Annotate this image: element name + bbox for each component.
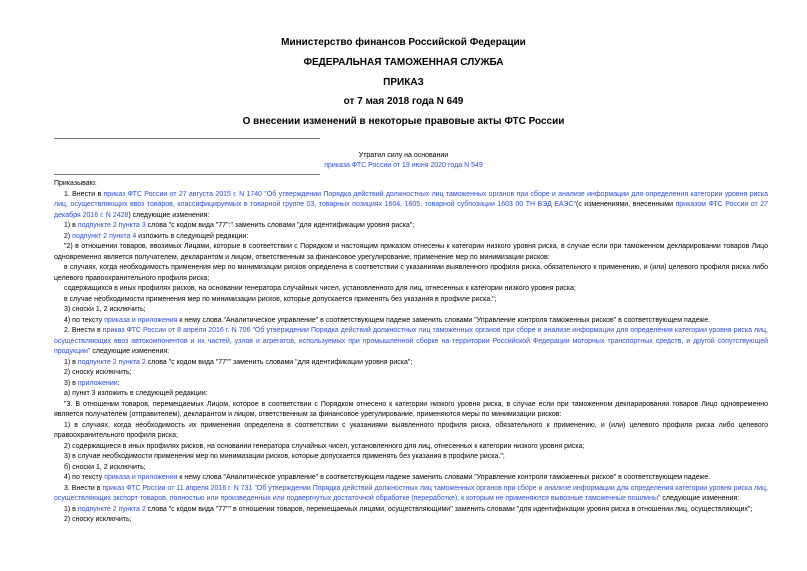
paragraph-text: 2) сноску исключить; — [64, 516, 132, 523]
paragraph-text: "3. В отношении товаров, перемещаемых Лицом, которое в соответствии с Порядком отнесено к категории низкого уровня риска, в случае если при таможенном декларировании товаров Лицо одновременно является получателем (отправителем), декларантом и лицом, ответственным за финансовое урегулирование, применяются меры по минимизации рисков: — [54, 400, 768, 418]
divider-bottom — [54, 174, 320, 175]
paragraph-text: в случаях, когда необходимость применения мер по минимизации рисков определена в соответствии с указаниями выявленного профиля риска, обязательного к применению, и (или) целевого профиля риска либо целевого правоохранительного профиля риска; — [54, 264, 768, 282]
link-subparagraph[interactable]: подпункте 2 пункта 2 — [77, 358, 146, 366]
link-subparagraph[interactable]: подпункт 2 пункта 4 — [72, 232, 137, 240]
paragraph-3: 3. Внести в приказ ФТС России от 11 апреля 2016 г. N 731 "Об утверждении Порядка действий должностных лиц таможенных органов при сборе и анализе информации для определения категории уровня риска лиц, осуществляющих экспорт товаров, полностью или произведенных или подвергнутых достаточной обработке (переработке), к которым не применяются вывозные таможенные пошлины" следующие изменения: — [54, 484, 768, 502]
paragraph-2-4: 4) по тексту приказа и приложения к нему слова "Аналитическое управление" в соответствующем падеже заменить словами "Управление контроля таможенных рисков" в соответствующем падеже. — [64, 474, 711, 481]
paragraph-text: в случае необходимости применения мер по минимизации рисков, которые допускается применять без указания в профиле риска."; — [64, 295, 497, 303]
link-order-and-annex[interactable]: приказа и приложения — [104, 316, 178, 324]
expiry-note — [300, 151, 507, 171]
paragraph-text: 3) в случае необходимости применения мер по минимизации рисков, которые допускается применять без указания в профиле риска."; — [64, 453, 505, 460]
paragraph-2: 2. Внести в приказ ФТС России от 8 апреля 2016 г. N 706 "Об утверждении Порядка действий должностных лиц таможенных органов при сборе и анализе информации для определения категории уровня риска лиц, осуществляющих ввоз автокомпонентов и их частей, узлов и агрегатов, используемых при промышленной сборке на территории Российской Федерации моторных транспортных средств, и другой сопутствующей продукции" следующие изменения: — [54, 327, 768, 355]
paragraph-text: "2) в отношении товаров, ввозимых Лицами, которые в соответствии с Порядком и настоящим приказом отнесены к категории низкого уровня риска, в случае если при таможенном декларировании товаров Лицо одновременно является получателем, декларантом и лицом, ответственным за финансовое урегулирование, применение мер по минимизации рисков: — [54, 243, 768, 261]
paragraph-text: 1) в случаях, когда необходимость их применения определена в соответствии с указаниями выявленного профиля риска, обязательного к применению, и (или) целевого профиля риска либо целевого правоохранительного профиля риска; — [54, 421, 768, 439]
paragraph-2-1: 1) в подпункте 2 пункта 2 слова "с кодом вида "77"" заменить словами "для идентификации уровня риска"; — [64, 358, 413, 366]
date-number-heading: от 7 мая 2018 года N 649 — [343, 96, 464, 107]
ministry-heading: Министерство финансов Российской Федерации — [281, 37, 526, 48]
paragraph-text: 3) сноски 1, 2 исключить; — [64, 306, 146, 313]
paragraph-text: а) пункт 3 изложить в следующей редакции: — [64, 390, 208, 397]
service-heading: ФЕДЕРАЛЬНАЯ ТАМОЖЕННАЯ СЛУЖБА — [303, 57, 504, 68]
paragraph-1: 1. Внести в приказ ФТС России от 27 августа 2015 г. N 1740 "Об утверждении Порядка действий должностных лиц таможенных органов при сборе и анализе информации для определения категории уровня риска лиц, осуществляющих ввоз товаров, классифицируемых в товарной группе 03, товарных позициях 1604, 1605, товарной субпозиции 1603 00 ТН ВЭД ЕАЭС"(с изменениями, внесенными приказом ФТС России от 27 декабря 2016 г. N 2428) следующие изменения: — [54, 190, 768, 219]
link-order-2428[interactable]: приказом ФТС России от 27 декабря 2016 г. N 2428 — [54, 201, 768, 219]
order-intro: Приказываю: — [54, 180, 97, 187]
expiry-note-link[interactable]: приказа ФТС России от 19 июня 2020 года N 549 — [324, 162, 483, 169]
paragraph-1-4: 4) по тексту приказа и приложения к нему слова "Аналитическое управление" в соответствующем падеже заменить словами "Управление контроля таможенных рисков" в соответствующем падеже. — [64, 316, 711, 324]
paragraph-1-2: 2) подпункт 2 пункта 4 изложить в следующей редакции: — [64, 232, 249, 240]
link-order-1740[interactable]: приказ ФТС России от 27 августа 2015 г. N 1740 "Об утверждении Порядка действий должностных лиц таможенных органов при сборе и анализе информации для определения категории уровня риска лиц, осуществляющих ввоз товаров, классифицируемых в товарной группе 03, товарных позициях 1604, 1605, товарной субпозиции 1603 00 ТН ВЭД ЕАЭС" — [54, 190, 768, 208]
paragraph-3-1: 1) в подпункте 2 пункта 2 слова "с кодом вида "77"" в отношении товаров, перемещаемых лицами, осуществляющими" заменить словами "для идентификации уровня риска в отношении лиц, осуществляющих"; — [64, 505, 753, 513]
document-body — [54, 179, 768, 526]
link-order-and-annex[interactable]: приказа и приложения — [104, 474, 178, 481]
paragraph-2-3: 3) в приложении: — [64, 379, 120, 387]
link-subparagraph[interactable]: подпункте 2 пункта 3 — [77, 222, 146, 229]
link-subparagraph[interactable]: подпункте 2 пункта 2 — [77, 505, 146, 513]
expiry-note-text: Утратил силу на основании — [358, 152, 449, 159]
divider-top — [54, 138, 320, 139]
link-order-706[interactable]: приказ ФТС России от 8 апреля 2016 г. N 706 "Об утверждении Порядка действий должностных лиц таможенных органов при сборе и анализе информации для определения категории уровня риска лиц, осуществляющих ввоз автокомпонентов и их частей, узлов и агрегатов, используемых при промышленной сборке на территории Российской Федерации моторных транспортных средств, и другой сопутствующей продукции" — [54, 327, 768, 355]
link-annex[interactable]: приложении — [77, 379, 118, 387]
paragraph-1-1: 1) в подпункте 2 пункта 3 слова "с кодом вида "77":" заменить словами "для идентификации уровня риска"; — [64, 222, 415, 229]
document-title: О внесении изменений в некоторые правовые акты ФТС России — [242, 116, 565, 127]
paragraph-text: 2) содержащиеся в иных профилях рисков, на основании генератора случайных чисел, установленного для лиц, отнесенных к категории низкого уровня риска; — [64, 442, 585, 450]
paragraph-text: 2) сноску исключить; — [64, 369, 132, 376]
link-order-731[interactable]: приказ ФТС России от 11 апреля 2016 г. N 731 "Об утверждении Порядка действий должностных лиц таможенных органов при сборе и анализе информации для определения категории уровня риска лиц, осуществляющих экспорт товаров, полностью или произведенных или подвергнутых достаточной обработке (переработке), к которым не применяются вывозные таможенные пошлины" — [54, 484, 768, 502]
paragraph-text: содержащихся в иных профилях рисков, на основании генератора случайных чисел, установленного для лиц, отнесенных к категории низкого уровня риска; — [64, 285, 576, 292]
paragraph-text: б) сноски 1, 2 исключить; — [64, 463, 146, 471]
doc-type-heading: ПРИКАЗ — [383, 77, 424, 88]
